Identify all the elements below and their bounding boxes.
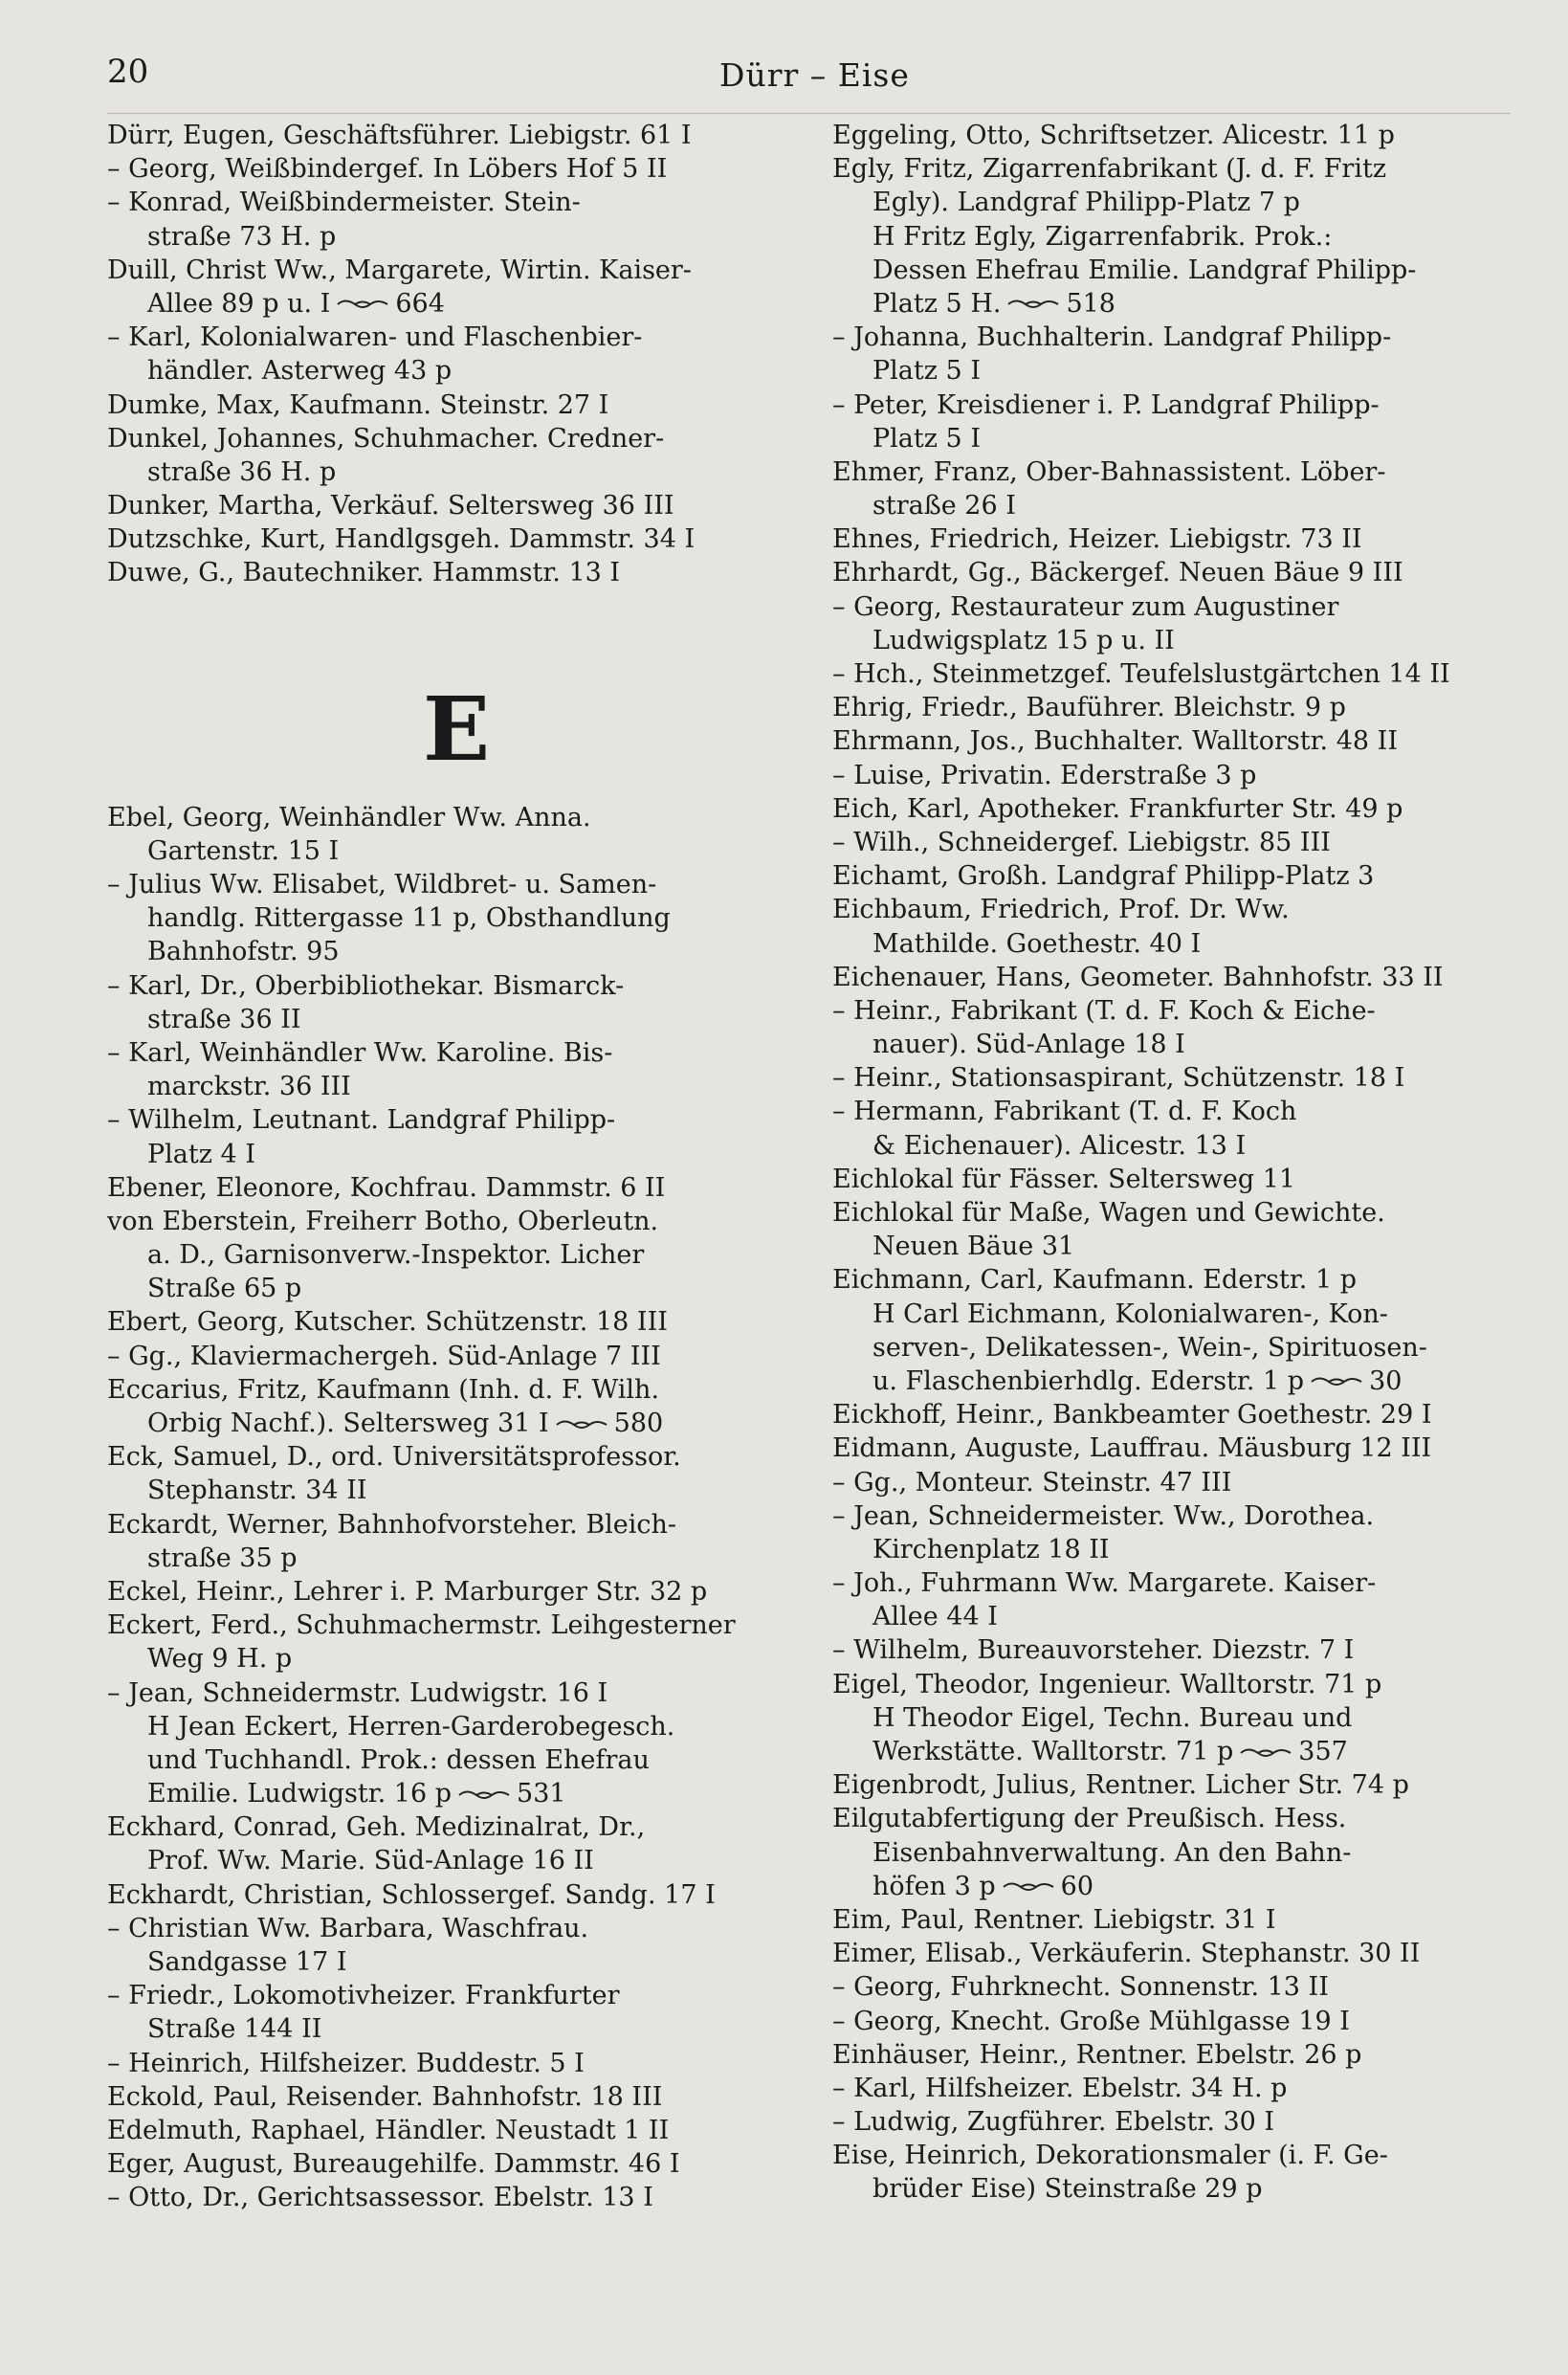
entry-text: höfen 3 p [872,1871,996,1901]
entry-text: Platz 5 H. [872,288,1002,319]
directory-line: Eise, Heinrich, Dekorationsmaler (i. F. Ge- [832,2141,1388,2171]
page-number: 20 [107,53,149,91]
directory-line: straße 36 H. p [147,456,337,487]
phone-number: 60 [1060,1871,1093,1901]
directory-line: – Julius Ww. Elisabet, Wildbret- u. Samen- [107,870,657,899]
spacer [107,590,806,657]
directory-line: Dürr, Eugen, Geschäftsführer. Liebigstr. 61 I [107,121,692,150]
directory-line: Eigenbrodt, Julius, Rentner. Licher Str. 74 p [832,1770,1409,1801]
directory-line: Platz 4 I [147,1139,255,1169]
directory-line: Eckold, Paul, Reisender. Bahnhofstr. 18 III [107,2081,663,2112]
directory-line: serven-, Delikatessen-, Wein-, Spirituosen- [872,1332,1427,1363]
directory-line: straße 26 I [872,491,1016,522]
entry-text: u. Flaschenbierhdlg. Ederstr. 1 p [872,1365,1305,1396]
directory-line: – Jean, Schneidermeister. Ww., Dorothea. [832,1500,1375,1531]
directory-line: – Jean, Schneidermstr. Ludwigstr. 16 I [107,1677,608,1708]
directory-line: und Tuchhandl. Prok.: dessen Ehefrau [147,1744,650,1775]
directory-line: Eilgutabfertigung der Preußisch. Hess. [832,1804,1347,1834]
directory-line: – Peter, Kreisdiener i. P. Landgraf Philipp- [832,389,1380,420]
directory-line: straße 73 H. p [147,221,337,252]
directory-line: Dessen Ehefrau Emilie. Landgraf Philipp- [872,255,1417,285]
directory-line: Egly, Fritz, Zigarrenfabrikant (J. d. F. Fritz [832,154,1387,185]
directory-line: Eichamt, Großh. Landgraf Philipp-Platz 3 [832,861,1375,892]
directory-line: Eggeling, Otto, Schriftsetzer. Alicestr. 11 p [832,121,1395,150]
directory-line: – Wilhelm, Leutnant. Landgraf Philipp- [107,1105,616,1136]
directory-line: Dumke, Max, Kaufmann. Steinstr. 27 I [107,389,609,420]
directory-line: H Jean Eckert, Herren-Garderobegesch. [147,1711,675,1742]
directory-line: Bahnhofstr. 95 [147,937,340,967]
directory-line: Eckel, Heinr., Lehrer i. P. Marburger Str. 32 p [107,1576,708,1607]
directory-line: – Georg, Restaurateur zum Augustiner [832,591,1339,622]
directory-line: – Konrad, Weißbindermeister. Stein- [107,188,581,218]
directory-line: & Eichenauer). Alicestr. 13 I [872,1130,1247,1161]
directory-line: – Otto, Dr., Gerichtsassessor. Ebelstr. 13 I [107,2183,653,2213]
directory-line: Sandgasse 17 I [147,1947,347,1977]
directory-line: Edelmuth, Raphael, Händler. Neustadt 1 II [107,2115,670,2145]
directory-line: – Hch., Steinmetzgef. Teufelslustgärtchen 14 II [832,659,1450,689]
directory-line [107,1407,806,1440]
directory-line: brüder Eise) Steinstraße 29 p [872,2174,1263,2205]
directory-line [832,1735,1521,1768]
directory-line: – Georg, Weißbindergef. In Löbers Hof 5 II [107,154,668,185]
directory-line: straße 36 II [147,1004,301,1034]
phone-number: 357 [1298,1737,1348,1766]
directory-line: Eckhardt, Christian, Schlossergef. Sandg. 17 I [107,1879,716,1910]
directory-line [832,1365,1521,1398]
directory-line: Eich, Karl, Apotheker. Frankfurter Str. 49 p [832,793,1403,824]
directory-line: – Karl, Dr., Oberbibliothekar. Bismarck- [107,970,625,1001]
directory-line: Eichlokal für Fässer. Seltersweg 11 [832,1164,1296,1194]
directory-line: Eickhoff, Heinr., Bankbeamter Goethestr. 29 I [832,1400,1432,1431]
directory-line: Platz 5 I [872,423,981,454]
directory-line [832,287,1521,321]
telephone-icon [1239,1745,1292,1761]
directory-line: – Hermann, Fabrikant (T. d. F. Koch [832,1097,1297,1127]
directory-line: Eccarius, Fritz, Kaufmann (Inh. d. F. Wilh. [107,1374,660,1405]
directory-line: H Carl Eichmann, Kolonialwaren-, Kon- [872,1298,1388,1329]
directory-line: Eim, Paul, Rentner. Liebigstr. 31 I [832,1904,1276,1935]
telephone-icon [1002,1879,1055,1895]
page-header [107,53,1511,100]
directory-line: straße 35 p [147,1543,298,1573]
directory-line: Ehmer, Franz, Ober-Bahnassistent. Löber- [832,456,1386,487]
directory-line: Kirchenplatz 18 II [872,1534,1110,1565]
directory-line: Ehnes, Friedrich, Heizer. Liebigstr. 73 II [832,524,1362,555]
directory-line: Ebert, Georg, Kutscher. Schützenstr. 18 III [107,1307,668,1338]
running-head: Dürr – Eise [719,56,910,94]
phone-number: 580 [613,1409,664,1438]
directory-line: Egly). Landgraf Philipp-Platz 7 p [872,188,1300,218]
directory-line: marckstr. 36 III [147,1072,351,1102]
telephone-icon [457,1787,511,1803]
section-letter: E [422,677,491,781]
telephone-icon [555,1417,608,1432]
directory-line: – Heinr., Stationsaspirant, Schützenstr. 18 I [832,1063,1405,1094]
directory-line: handlg. Rittergasse 11 p, Obsthandlung [147,903,671,934]
directory-line: – Karl, Kolonialwaren- und Flaschenbier- [107,322,643,353]
directory-line: Duwe, G., Bautechniker. Hammstr. 13 I [107,558,621,588]
directory-line: Eichlokal für Maße, Wagen und Gewichte. [832,1198,1385,1228]
directory-line: Eimer, Elisab., Verkäuferin. Stephanstr. 30 II [832,1939,1421,1969]
directory-line: Eckardt, Werner, Bahnhofvorsteher. Bleich- [107,1509,677,1540]
directory-line: – Heinrich, Hilfsheizer. Buddestr. 5 I [107,2048,585,2078]
directory-line: Einhäuser, Heinr., Rentner. Ebelstr. 26 p [832,2039,1362,2070]
directory-line: Eger, August, Bureaugehilfe. Dammstr. 46 I [107,2149,680,2180]
directory-line: Dunker, Martha, Verkäuf. Seltersweg 36 III [107,491,674,522]
directory-line: nauer). Süd-Anlage 18 I [872,1030,1185,1060]
directory-line: – Georg, Fuhrknecht. Sonnenstr. 13 II [832,1972,1329,2003]
directory-line: Mathilde. Goethestr. 40 I [872,928,1202,959]
directory-line: – Johanna, Buchhalterin. Landgraf Philipp- [832,322,1392,353]
directory-line: Ludwigsplatz 15 p u. II [872,625,1175,655]
directory-line: Duill, Christ Ww., Margarete, Wirtin. Kaiser- [107,255,692,285]
directory-line: Prof. Ww. Marie. Süd-Anlage 16 II [147,1846,594,1876]
telephone-icon [336,297,389,312]
phone-number: 531 [517,1779,566,1809]
telephone-icon [1310,1374,1363,1389]
directory-line: Ehrmann, Jos., Buchhalter. Walltorstr. 48 II [832,726,1398,757]
directory-line: – Christian Ww. Barbara, Waschfrau. [107,1913,589,1943]
directory-line: H Fritz Egly, Zigarrenfabrik. Prok.: [872,221,1333,252]
directory-line: Allee 44 I [872,1602,998,1632]
directory-line: Ebel, Georg, Weinhändler Ww. Anna. [107,802,591,832]
telephone-icon [1006,297,1060,312]
directory-line: – Heinr., Fabrikant (T. d. F. Koch & Eiche- [832,995,1376,1026]
directory-line: Neuen Bäue 31 [872,1232,1075,1262]
directory-line: – Luise, Privatin. Ederstraße 3 p [832,760,1257,790]
directory-line: – Wilh., Schneidergef. Liebigstr. 85 III [832,827,1331,857]
directory-line: Eisenbahnverwaltung. An den Bahn- [872,1837,1352,1868]
directory-line: Ehrig, Friedr., Bauführer. Bleichstr. 9 p [832,693,1346,723]
directory-line [107,287,806,321]
directory-line: Eichbaum, Friedrich, Prof. Dr. Ww. [832,895,1290,925]
directory-line: Gartenstr. 15 I [147,835,340,866]
directory-line: Eigel, Theodor, Ingenieur. Walltorstr. 71 p [832,1669,1382,1699]
directory-line: händler. Asterweg 43 p [147,356,453,387]
directory-line: – Karl, Hilfsheizer. Ebelstr. 34 H. p [832,2073,1288,2103]
directory-line: Eichmann, Carl, Kaufmann. Ederstr. 1 p [832,1265,1357,1296]
directory-line: – Georg, Knecht. Große Mühlgasse 19 I [832,2006,1350,2036]
directory-line: von Eberstein, Freiherr Botho, Oberleutn. [107,1206,659,1236]
phone-number: 518 [1066,288,1115,319]
phone-number: 664 [395,288,445,319]
directory-line: a. D., Garnisonverw.-Inspektor. Licher [147,1240,645,1271]
directory-line: – Ludwig, Zugführer. Ebelstr. 30 I [832,2107,1275,2138]
entry-text: Emilie. Ludwigstr. 16 p [147,1779,453,1809]
entry-text: Orbig Nachf.). Seltersweg 31 I [147,1409,549,1438]
left-column [107,119,806,2215]
directory-line: Weg 9 H. p [147,1644,293,1675]
directory-line: Ebener, Eleonore, Kochfrau. Dammstr. 6 II [107,1172,666,1203]
phone-number: 30 [1369,1365,1402,1396]
directory-line: Straße 144 II [147,2014,322,2045]
directory-line: Dutzschke, Kurt, Handlgsgeh. Dammstr. 34 I [107,524,696,555]
directory-line: Straße 65 p [147,1274,302,1304]
directory-line: Eck, Samuel, D., ord. Universitätsprofessor. [107,1442,681,1473]
directory-line: Eckhard, Conrad, Geh. Medizinalrat, Dr., [107,1812,646,1843]
directory-line: Eidmann, Auguste, Lauffrau. Mäusburg 12 III [832,1433,1432,1464]
directory-line: H Theodor Eigel, Techn. Bureau und [872,1702,1353,1733]
directory-line [832,1870,1521,1903]
directory-line: – Karl, Weinhändler Ww. Karoline. Bis- [107,1037,613,1068]
directory-line: – Friedr., Lokomotivheizer. Frankfurter [107,1981,620,2011]
directory-line: Eckert, Ferd., Schuhmachermstr. Leihgesterner [107,1610,736,1641]
directory-line [107,1777,806,1810]
header-rule [107,113,1511,114]
directory-line: – Joh., Fuhrmann Ww. Margarete. Kaiser- [832,1568,1377,1599]
directory-line: – Gg., Monteur. Steinstr. 47 III [832,1467,1232,1498]
right-column [832,119,1521,2207]
entry-text: Allee 89 p u. I [147,288,331,319]
directory-line: Dunkel, Johannes, Schuhmacher. Credner- [107,423,665,454]
directory-line: Platz 5 I [872,356,981,387]
directory-line: Eichenauer, Hans, Geometer. Bahnhofstr. 33 II [832,962,1444,992]
directory-line: Ehrhardt, Gg., Bäckergef. Neuen Bäue 9 III [832,558,1403,588]
directory-line: – Gg., Klaviermachergeh. Süd-Anlage 7 III [107,1341,661,1371]
entry-text: Werkstätte. Walltorstr. 71 p [872,1737,1234,1766]
directory-line: – Wilhelm, Bureauvorsteher. Diezstr. 7 I [832,1635,1355,1666]
directory-line: Stephanstr. 34 II [147,1476,367,1506]
